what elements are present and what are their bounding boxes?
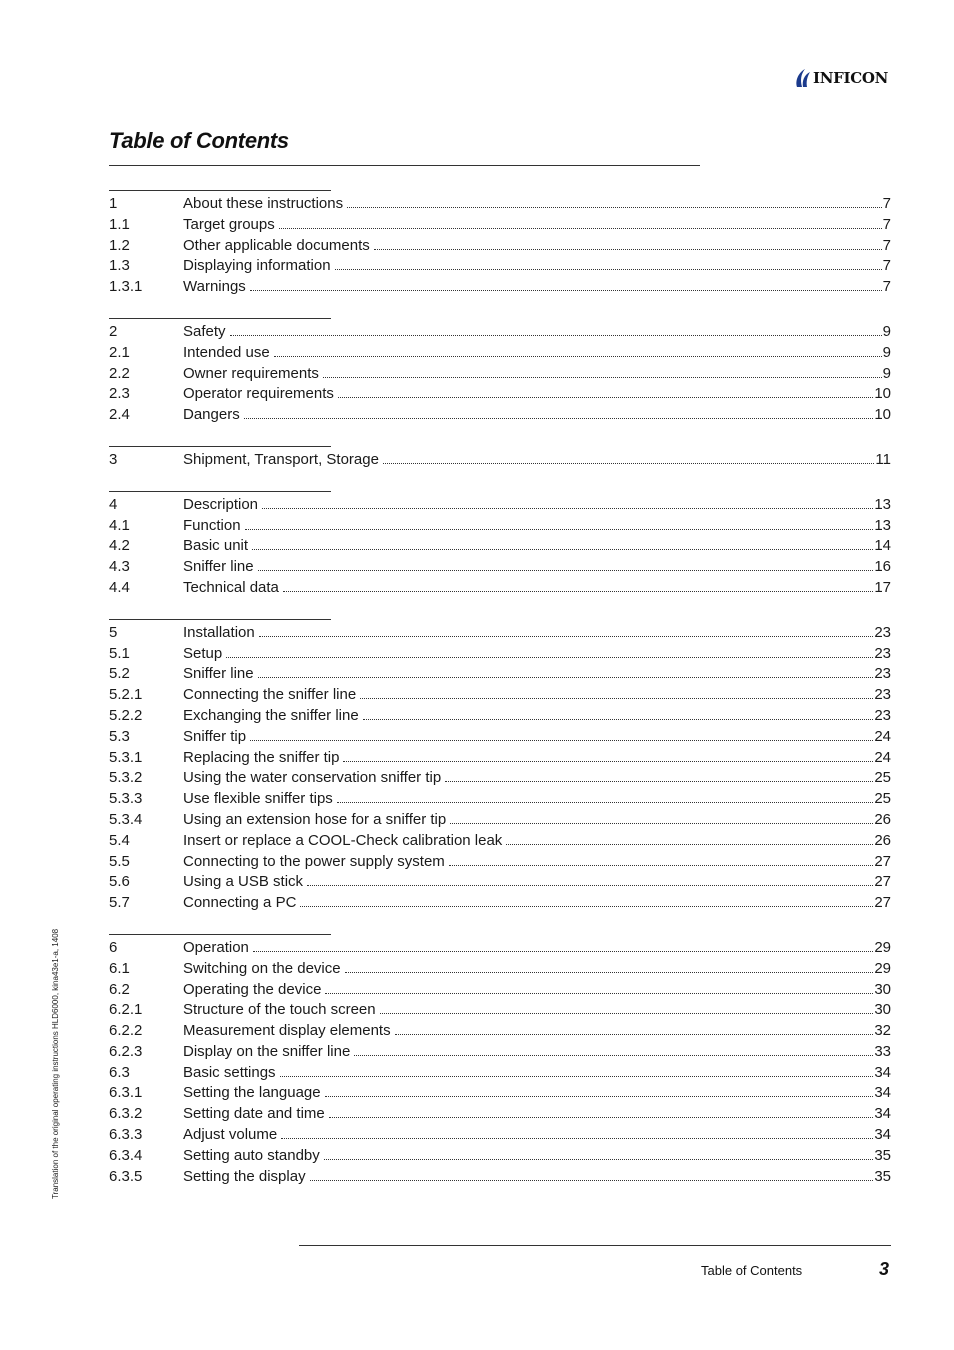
toc-entry-label: Sniffer tip	[183, 727, 247, 745]
toc-entry[interactable]	[109, 277, 891, 298]
toc-leader-dots	[226, 657, 873, 658]
toc-leader-dots	[258, 570, 874, 571]
toc-leader-dots	[324, 1159, 874, 1160]
toc-entry-page: 10	[874, 406, 891, 424]
toc-section	[109, 446, 891, 471]
toc-entry-number: 4	[109, 495, 118, 513]
toc-entry-page: 7	[882, 195, 891, 212]
toc-leader-dots	[283, 591, 873, 592]
toc-entry[interactable]	[109, 706, 891, 727]
toc-entry-label: Exchanging the sniffer line	[183, 706, 359, 724]
toc-leader-dots	[325, 1096, 874, 1097]
footer-divider	[299, 1245, 891, 1246]
toc-entry-page: 9	[882, 322, 891, 340]
toc-leader-dots	[354, 1055, 873, 1056]
toc-leader-dots	[445, 781, 873, 782]
toc-entry-page: 25	[874, 769, 891, 787]
logo-wordmark: INFICON	[813, 69, 889, 87]
toc-section	[109, 619, 891, 914]
toc-entry-page: 13	[874, 516, 891, 534]
toc-entry-label: Intended use	[183, 343, 270, 361]
section-divider	[109, 318, 331, 319]
toc-entry-label: Setting the display	[183, 1167, 306, 1185]
toc-entry-page: 32	[874, 1022, 891, 1040]
title-divider	[109, 165, 700, 166]
toc-leader-dots	[329, 1117, 874, 1118]
section-divider	[109, 934, 331, 935]
toc-entry-page: 23	[874, 665, 891, 683]
toc-entry[interactable]	[109, 1104, 891, 1125]
footer-page-number: 3	[879, 1259, 890, 1279]
toc-entry-number: 6	[109, 938, 118, 956]
toc-entry[interactable]	[109, 1167, 891, 1188]
toc-leader-dots	[360, 698, 873, 699]
toc-entry-label: Setup	[183, 644, 223, 662]
toc-entry-label: Using an extension hose for a sniffer tip	[183, 810, 447, 828]
toc-leader-dots	[259, 636, 874, 637]
page-title: Table of Contents	[109, 128, 289, 153]
toc-entry[interactable]	[109, 831, 891, 852]
toc-leader-dots	[250, 290, 882, 291]
toc-entry[interactable]	[109, 664, 891, 685]
toc-entry-page: 29	[874, 959, 891, 977]
toc-entry-page: 33	[874, 1042, 891, 1060]
toc-entry-number: 6.3.4	[109, 1146, 143, 1164]
toc-leader-dots	[281, 1138, 873, 1139]
toc-entry-number: 6.2.3	[109, 1042, 143, 1060]
toc-leader-dots	[345, 972, 874, 973]
toc-entry-number: 2.3	[109, 385, 130, 403]
toc-entry-label: Warnings	[183, 278, 246, 296]
toc-entry-label: Using the water conservation sniffer tip	[183, 769, 442, 787]
toc-entry[interactable]	[109, 938, 891, 959]
toc-entry-label: Connecting to the power supply system	[183, 852, 445, 870]
toc-entry[interactable]	[109, 1021, 891, 1042]
toc-entry[interactable]	[109, 893, 891, 914]
toc-entry-page: 23	[874, 706, 891, 724]
toc-entry-page: 13	[874, 495, 891, 513]
toc-entry[interactable]	[109, 685, 891, 706]
toc-entry[interactable]	[109, 405, 891, 426]
toc-entry[interactable]	[109, 748, 891, 769]
toc-leader-dots	[335, 269, 882, 270]
toc-entry-page: 9	[882, 343, 891, 361]
toc-leader-dots	[310, 1180, 874, 1181]
toc-entry-label: Displaying information	[183, 257, 331, 275]
toc-entry-label: Basic settings	[183, 1063, 276, 1081]
toc-entry-number: 1	[109, 195, 118, 212]
toc-entry[interactable]	[109, 1063, 891, 1084]
toc-leader-dots	[347, 207, 882, 208]
toc-entry-label: Operating the device	[183, 980, 322, 998]
toc-entry-number: 6.3.3	[109, 1126, 143, 1144]
toc-leader-dots	[230, 335, 882, 336]
toc-entry-label: Description	[183, 495, 259, 513]
toc-entry-number: 5.3.1	[109, 748, 143, 766]
toc-entry-page: 35	[874, 1146, 891, 1164]
toc-entry-number: 1.2	[109, 236, 130, 254]
toc-entry-page: 23	[874, 686, 891, 704]
toc-entry-label: Installation	[183, 623, 255, 641]
toc-entry-label: Using a USB stick	[183, 873, 304, 891]
toc-entry[interactable]	[109, 810, 891, 831]
toc-section	[109, 934, 891, 1188]
toc-leader-dots	[380, 1013, 874, 1014]
toc-leader-dots	[258, 677, 874, 678]
toc-entry-page: 27	[874, 873, 891, 891]
toc-leader-dots	[252, 549, 873, 550]
toc-entry-page: 24	[874, 748, 891, 766]
toc-leader-dots	[343, 761, 873, 762]
toc-entry-number: 1.3	[109, 257, 130, 275]
toc-entry-page: 16	[874, 558, 891, 576]
toc-entry[interactable]	[109, 384, 891, 405]
toc-entry-page: 25	[874, 790, 891, 808]
toc-entry-page: 17	[874, 578, 891, 596]
toc-entry-label: Switching on the device	[183, 959, 341, 977]
toc-entry-number: 6.2.1	[109, 1001, 143, 1019]
toc-leader-dots	[449, 865, 874, 866]
toc-leader-dots	[363, 719, 874, 720]
toc-entry-number: 6.1	[109, 959, 130, 977]
toc-section	[109, 491, 891, 599]
toc-entry-number: 1.1	[109, 215, 130, 233]
toc-entry[interactable]	[109, 623, 891, 644]
toc-entry-label: Target groups	[183, 215, 275, 233]
toc-entry-page: 30	[874, 980, 891, 998]
toc-leader-dots	[450, 823, 873, 824]
footer-section-label: Table of Contents	[701, 1263, 803, 1278]
toc-entry-label: Sniffer line	[183, 558, 254, 576]
toc-entry-label: Safety	[183, 322, 226, 340]
toc-entry-page: 35	[874, 1167, 891, 1185]
toc-entry-page: 27	[874, 852, 891, 870]
toc-entry[interactable]	[109, 727, 891, 748]
toc-entry[interactable]	[109, 236, 891, 257]
toc-entry-number: 6.2	[109, 980, 130, 998]
toc-entry-number: 2.4	[109, 406, 130, 424]
toc-entry-page: 27	[874, 894, 891, 912]
toc-entry-number: 6.2.2	[109, 1022, 143, 1040]
toc-section	[109, 190, 891, 298]
toc-entry-page: 7	[882, 236, 891, 254]
toc-entry-number: 5.3.2	[109, 769, 143, 787]
toc-entry-label: Operator requirements	[183, 385, 334, 403]
toc-entry-label: Basic unit	[183, 537, 249, 555]
toc-entry[interactable]	[109, 959, 891, 980]
toc-entry-number: 4.1	[109, 516, 130, 534]
toc-entry-page: 30	[874, 1001, 891, 1019]
toc-entry-page: 7	[882, 278, 891, 296]
toc-entry-number: 4.2	[109, 537, 130, 555]
section-divider	[109, 491, 331, 492]
toc-entry-page: 9	[882, 364, 891, 382]
toc-entry-label: Operation	[183, 938, 249, 956]
toc-leader-dots	[262, 508, 873, 509]
toc-leader-dots	[244, 418, 874, 419]
toc-entry-label: Function	[183, 516, 241, 534]
toc-section	[109, 318, 891, 426]
toc-entry-number: 1.3.1	[109, 278, 143, 296]
toc-entry-number: 5.3	[109, 727, 130, 745]
toc-entry-label: Shipment, Transport, Storage	[183, 450, 379, 468]
toc-entry[interactable]	[109, 872, 891, 893]
toc-entry-number: 4.4	[109, 578, 130, 596]
toc-entry-page: 26	[874, 810, 891, 828]
toc-leader-dots	[383, 463, 874, 464]
toc-entry-label: Connecting a PC	[183, 894, 297, 912]
toc-entry-page: 24	[874, 727, 891, 745]
toc-entry-label: Structure of the touch screen	[183, 1001, 376, 1019]
table-of-contents	[109, 190, 891, 1207]
toc-leader-dots	[337, 802, 874, 803]
toc-leader-dots	[325, 993, 873, 994]
toc-entry-label: Insert or replace a COOL-Check calibration leak	[183, 831, 503, 849]
toc-entry-label: Technical data	[183, 578, 279, 596]
toc-entry-page: 34	[874, 1126, 891, 1144]
toc-entry[interactable]	[109, 852, 891, 873]
toc-entry-page: 26	[874, 831, 891, 849]
toc-leader-dots	[274, 356, 882, 357]
toc-entry-label: Adjust volume	[183, 1126, 278, 1144]
toc-entry[interactable]	[109, 516, 891, 537]
toc-entry-label: Setting auto standby	[183, 1146, 320, 1164]
side-note: Translation of the original operating instructions HLD6000, kina43e1-a, 1408	[51, 928, 60, 1199]
toc-entry[interactable]	[109, 1125, 891, 1146]
toc-entry-label: Replacing the sniffer tip	[183, 748, 340, 766]
toc-entry-label: Connecting the sniffer line	[183, 686, 357, 704]
toc-leader-dots	[395, 1034, 874, 1035]
toc-leader-dots	[323, 377, 882, 378]
toc-entry-label: Measurement display elements	[183, 1022, 391, 1040]
toc-entry-number: 6.3.2	[109, 1105, 143, 1123]
toc-leader-dots	[280, 1076, 874, 1077]
toc-entry-number: 5.3.3	[109, 790, 143, 808]
toc-entry-page: 7	[882, 257, 891, 275]
toc-entry-page: 10	[874, 385, 891, 403]
toc-entry-page: 14	[874, 537, 891, 555]
toc-entry[interactable]	[109, 364, 891, 385]
toc-entry[interactable]	[109, 450, 891, 471]
toc-entry-number: 6.3.1	[109, 1084, 143, 1102]
toc-entry[interactable]	[109, 1042, 891, 1063]
toc-entry[interactable]	[109, 789, 891, 810]
toc-entry-label: Other applicable documents	[183, 236, 370, 254]
toc-entry-number: 5.1	[109, 644, 130, 662]
toc-entry-number: 5.5	[109, 852, 130, 870]
toc-leader-dots	[300, 906, 873, 907]
toc-entry-number: 5.2.2	[109, 706, 143, 724]
toc-entry-number: 2.1	[109, 343, 130, 361]
toc-leader-dots	[338, 397, 873, 398]
section-divider	[109, 446, 331, 447]
toc-leader-dots	[506, 844, 873, 845]
toc-entry-page: 23	[874, 644, 891, 662]
toc-entry-number: 6.3	[109, 1063, 130, 1081]
toc-leader-dots	[279, 228, 882, 229]
toc-entry-number: 6.3.5	[109, 1167, 143, 1185]
inficon-logo-icon	[794, 67, 812, 89]
toc-entry[interactable]	[109, 644, 891, 665]
toc-entry-label: Sniffer line	[183, 665, 254, 683]
toc-entry[interactable]	[109, 495, 891, 516]
toc-entry[interactable]	[109, 1083, 891, 1104]
toc-leader-dots	[374, 249, 882, 250]
toc-entry-page: 34	[874, 1084, 891, 1102]
toc-entry-page: 23	[874, 623, 891, 641]
toc-entry[interactable]	[109, 215, 891, 236]
toc-entry-number: 2	[109, 322, 118, 340]
toc-entry-label: Setting date and time	[183, 1105, 325, 1123]
toc-entry[interactable]	[109, 557, 891, 578]
toc-leader-dots	[253, 951, 873, 952]
toc-entry-page: 11	[875, 450, 891, 468]
section-divider	[109, 619, 331, 620]
toc-entry[interactable]	[109, 536, 891, 557]
toc-entry-number: 5	[109, 623, 118, 641]
toc-entry-number: 5.7	[109, 894, 130, 912]
toc-entry[interactable]	[109, 322, 891, 343]
toc-entry[interactable]	[109, 256, 891, 277]
toc-entry-page: 34	[874, 1063, 891, 1081]
toc-entry-number: 3	[109, 450, 118, 468]
toc-entry[interactable]	[109, 578, 891, 599]
toc-entry[interactable]	[109, 1146, 891, 1167]
toc-leader-dots	[250, 740, 873, 741]
toc-entry-label: Dangers	[183, 406, 240, 424]
toc-entry[interactable]	[109, 1000, 891, 1021]
toc-entry-label: Owner requirements	[183, 364, 319, 382]
toc-entry-label: About these instructions	[183, 195, 344, 212]
toc-leader-dots	[245, 529, 874, 530]
toc-leader-dots	[307, 885, 873, 886]
toc-entry[interactable]	[109, 980, 891, 1001]
toc-entry-label: Setting the language	[183, 1084, 321, 1102]
toc-entry[interactable]	[109, 343, 891, 364]
toc-entry[interactable]	[109, 768, 891, 789]
toc-entry-number: 4.3	[109, 558, 130, 576]
toc-entry-page: 34	[874, 1105, 891, 1123]
toc-entry-number: 5.3.4	[109, 810, 143, 828]
section-divider	[109, 190, 331, 191]
toc-entry-label: Use flexible sniffer tips	[183, 790, 333, 808]
toc-entry[interactable]	[109, 194, 891, 215]
toc-entry-number: 2.2	[109, 364, 130, 382]
toc-entry-number: 5.4	[109, 831, 130, 849]
toc-entry-label: Display on the sniffer line	[183, 1042, 351, 1060]
toc-entry-number: 5.2.1	[109, 686, 143, 704]
toc-entry-number: 5.2	[109, 665, 130, 683]
toc-entry-page: 29	[874, 938, 891, 956]
inficon-logo	[794, 66, 888, 90]
toc-entry-number: 5.6	[109, 873, 130, 891]
toc-entry-page: 7	[882, 215, 891, 233]
